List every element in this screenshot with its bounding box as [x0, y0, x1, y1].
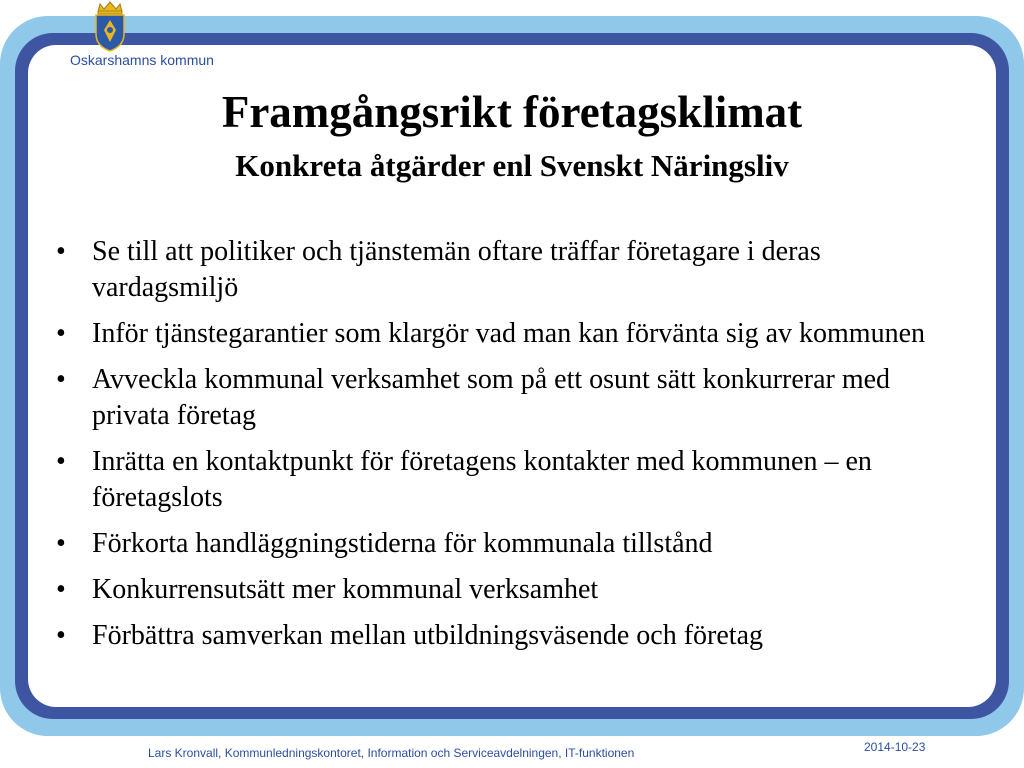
bullet-list: [56, 234, 956, 664]
bullet-item: [56, 362, 956, 434]
bullet-item: [56, 234, 956, 306]
slide-subtitle: Konkreta åtgärder enl Svenskt Näringsliv: [235, 148, 789, 183]
bullet-dot-icon: •: [56, 446, 66, 477]
footer-date: 2014-10-23: [864, 740, 926, 754]
bullet-text: Inför tjänstegarantier som klargör vad man kan förvänta sig av kommunen: [92, 318, 926, 349]
bullet-item: [56, 444, 956, 516]
bullet-item: [56, 572, 956, 608]
bullet-text: Förkorta handläggningstiderna för kommunala tillstånd: [92, 528, 713, 559]
bullet-dot-icon: •: [56, 236, 66, 267]
bullet-dot-icon: •: [56, 318, 66, 349]
bullet-dot-icon: •: [56, 574, 66, 605]
org-name: Oskarshamns kommun: [70, 52, 214, 68]
bullet-item: [56, 526, 956, 562]
slide-title: Framgångsrikt företagsklimat: [221, 87, 803, 137]
bullet-dot-icon: •: [56, 620, 66, 651]
bullet-dot-icon: •: [56, 528, 66, 559]
bullet-dot-icon: •: [56, 364, 66, 395]
bullet-item: [56, 618, 956, 654]
bullet-text: Inrätta en kontaktpunkt för företagens kontakter med kommunen – en företagslots: [92, 446, 872, 513]
bullet-text: Avveckla kommunal verksamhet som på ett osunt sätt konkurrerar med privata företag: [92, 364, 891, 431]
bullet-item: [56, 316, 956, 352]
bullet-text: Förbättra samverkan mellan utbildningsväsende och företag: [92, 620, 764, 651]
coat-of-arms-icon: [90, 0, 130, 52]
bullet-text: Se till att politiker och tjänstemän oftare träffar företagare i deras vardagsmiljö: [92, 236, 821, 303]
footer-author: Lars Kronvall, Kommunledningskontoret, Information och Serviceavdelningen, IT-funktionen: [148, 746, 635, 760]
bullet-text: Konkurrensutsätt mer kommunal verksamhet: [92, 574, 599, 605]
